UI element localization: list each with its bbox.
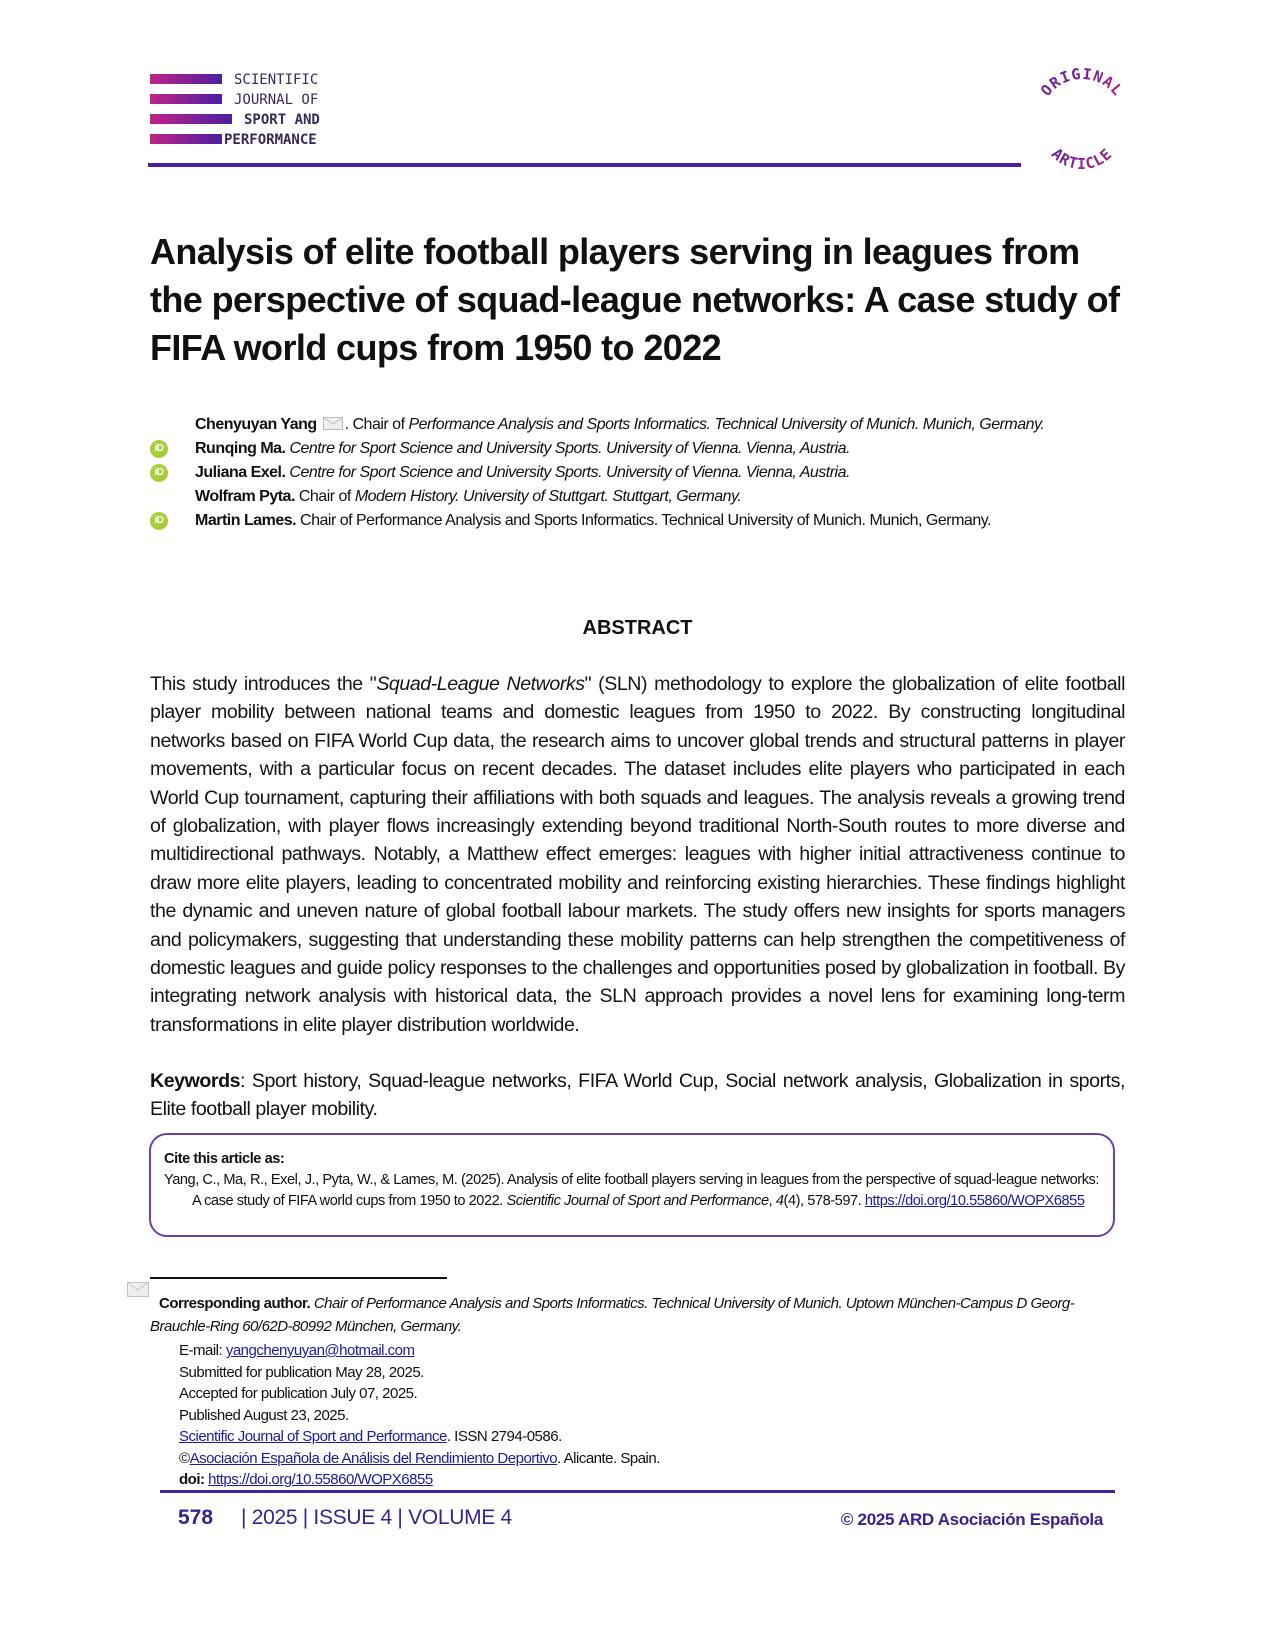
logo-line-3: SPORT AND	[244, 112, 320, 128]
doi-label: doi:	[179, 1471, 205, 1488]
logo-bar	[150, 74, 222, 84]
original-article-badge	[1027, 62, 1137, 172]
author-row: Chenyuyan Yang . Chair of Performance Analysis and Sports Informatics. Technical University of Munich. Munich, Germany.	[195, 416, 1045, 433]
logo-bar	[150, 134, 222, 144]
author-list	[150, 413, 1150, 533]
badge-bottom-text: ARTICLE	[1048, 144, 1116, 172]
envelope-icon[interactable]	[323, 417, 343, 430]
author-row: Wolfram Pyta. Chair of Modern History. University of Stuttgart. Stuttgart, Germany.	[195, 488, 742, 505]
author-name: Martin Lames.	[195, 512, 297, 529]
author-row: iD Martin Lames. Chair of Performance Analysis and Sports Informatics. Technical University of Munich. Munich, Germany.	[150, 509, 1150, 533]
author-name: Runqing Ma.	[195, 440, 286, 457]
abstract-text: This study introduces the "Squad-League Networks" (SLN) methodology to explore the globalization of elite football player mobility between national teams and domestic leagues from 1950 to 2022. By constructing longitudinal networks based on FIFA World Cup data, the research aims to uncover global trends and structural patterns in player movements, with a particular focus on recent decades. The dataset includes elite players who participated in each World Cup tournament, capturing their affiliations with both squads and leagues. The analysis reveals a growing trend of globalization, with player flows increasingly extending beyond traditional North-South routes to more diverse and multidirectional pathways. Notably, a Matthew effect emerges: leagues with higher initial attractiveness continue to draw more elite players, leading to concentrated mobility and reinforcing existing hierarchies. These findings highlight the dynamic and uneven nature of global football labour markets. The study offers new insights for sports managers and policymakers, suggesting that understanding these mobility patterns can help strengthen the competitiveness of domestic leagues and guide policy responses to the challenges and opportunities posed by globalization in football. By integrating network analysis with historical data, the SLN approach provides a novel lens for examining long-term transformations in elite player distribution worldwide.	[150, 673, 1125, 1036]
submitted-date: Submitted for publication May 28, 2025.	[179, 1363, 424, 1381]
svg-text:ARTICLE	[1048, 145, 1116, 172]
citation-box	[149, 1133, 1115, 1237]
doi-link[interactable]: https://doi.org/10.55860/WOPX6855	[208, 1471, 433, 1488]
footer-copyright: © 2025 ARD Asociación Española	[840, 1510, 1103, 1529]
author-name: Wolfram Pyta.	[195, 488, 295, 505]
page-footer	[160, 1503, 1115, 1533]
logo-line-4: PERFORMANCE	[224, 132, 317, 148]
orcid-icon[interactable]: iD	[150, 440, 168, 458]
accepted-date: Accepted for publication July 07, 2025.	[179, 1385, 418, 1402]
orcid-icon[interactable]: iD	[150, 512, 168, 530]
citation-doi-link[interactable]: https://doi.org/10.55860/WOPX6855	[864, 1193, 1085, 1209]
corresponding-label: Corresponding author.	[159, 1295, 311, 1312]
header-rule	[148, 163, 1021, 167]
page-number: 578	[178, 1506, 214, 1529]
publication-info: E-mail: yangchenyuyan@hotmail.com Submitted for publication May 28, 2025. Accepted for publication July 07, 2025. Published August 23, 2025. Scientific Journal of Sport and Performance. ISSN 2794-0586. ©Asociación Española de Análisis del Rendimiento Deportivo. Alicante. Spain. doi: https://doi.org/10.55860/WOPX6855	[179, 1342, 660, 1488]
author-row: iD Runqing Ma. Centre for Sport Science and University Sports. University of Vienna. Vienna, Austria.	[150, 437, 1150, 461]
citation-label: Cite this article as:	[164, 1151, 285, 1167]
author-name: Juliana Exel.	[195, 464, 286, 481]
keywords-label: Keywords	[150, 1070, 241, 1092]
corresponding-author-note	[150, 1292, 1125, 1338]
badge-top-text: ORIGINAL	[1037, 64, 1127, 100]
footer-rule	[160, 1490, 1115, 1493]
journal-link[interactable]: Scientific Journal of Sport and Performance	[179, 1428, 447, 1445]
issue-info: | 2025 | ISSUE 4 | VOLUME 4	[241, 1506, 512, 1529]
author-row: iD Juliana Exel. Centre for Sport Science and University Sports. University of Vienna. Vienna, Austria.	[150, 461, 1150, 485]
keywords	[150, 1067, 1125, 1124]
author-name: Chenyuyan Yang	[195, 416, 317, 433]
envelope-icon	[127, 1282, 149, 1297]
email-link[interactable]: yangchenyuyan@hotmail.com	[225, 1342, 415, 1359]
published-date: Published August 23, 2025.	[179, 1406, 349, 1424]
orcid-icon[interactable]: iD	[150, 464, 168, 482]
logo-line-1: SCIENTIFIC	[234, 72, 319, 88]
article-title: Analysis of elite football players serving in leagues from the perspective of squad-league networks: A case study of FIFA world cups from 1950 to 2022	[150, 231, 1120, 368]
abstract-heading: ABSTRACT	[582, 617, 693, 639]
citation-text: Yang, C., Ma, R., Exel, J., Pyta, W., & Lames, M. (2025). Analysis of elite football players serving in leagues from the perspective of squad-league networks: A case study of FIFA world cups from 1950 to 2022. Scientific Journal of Sport and Performance, 4(4), 578-597. https://doi.org/10.55860/WOPX6855	[164, 1172, 1099, 1209]
corresponding-affiliation: Chair of Performance Analysis and Sports Informatics. Technical University of Munich. Uptown München-Campus D Georg-Brauchle-Ring 60/62D-80992 München, Germany.	[150, 1295, 1075, 1335]
footnote-rule	[150, 1277, 447, 1279]
association-link[interactable]: Asociación Española de Análisis del Rendimiento Deportivo	[189, 1449, 558, 1467]
svg-text:ORIGINAL	[1037, 65, 1127, 100]
logo-bar	[150, 94, 222, 104]
keywords-list: : Sport history, Squad-league networks, FIFA World Cup, Social network analysis, Globalization in sports, Elite football player mobility.	[150, 1070, 1125, 1121]
logo-bar	[150, 114, 232, 124]
journal-logo	[150, 72, 350, 152]
logo-line-2: JOURNAL OF	[234, 92, 319, 108]
